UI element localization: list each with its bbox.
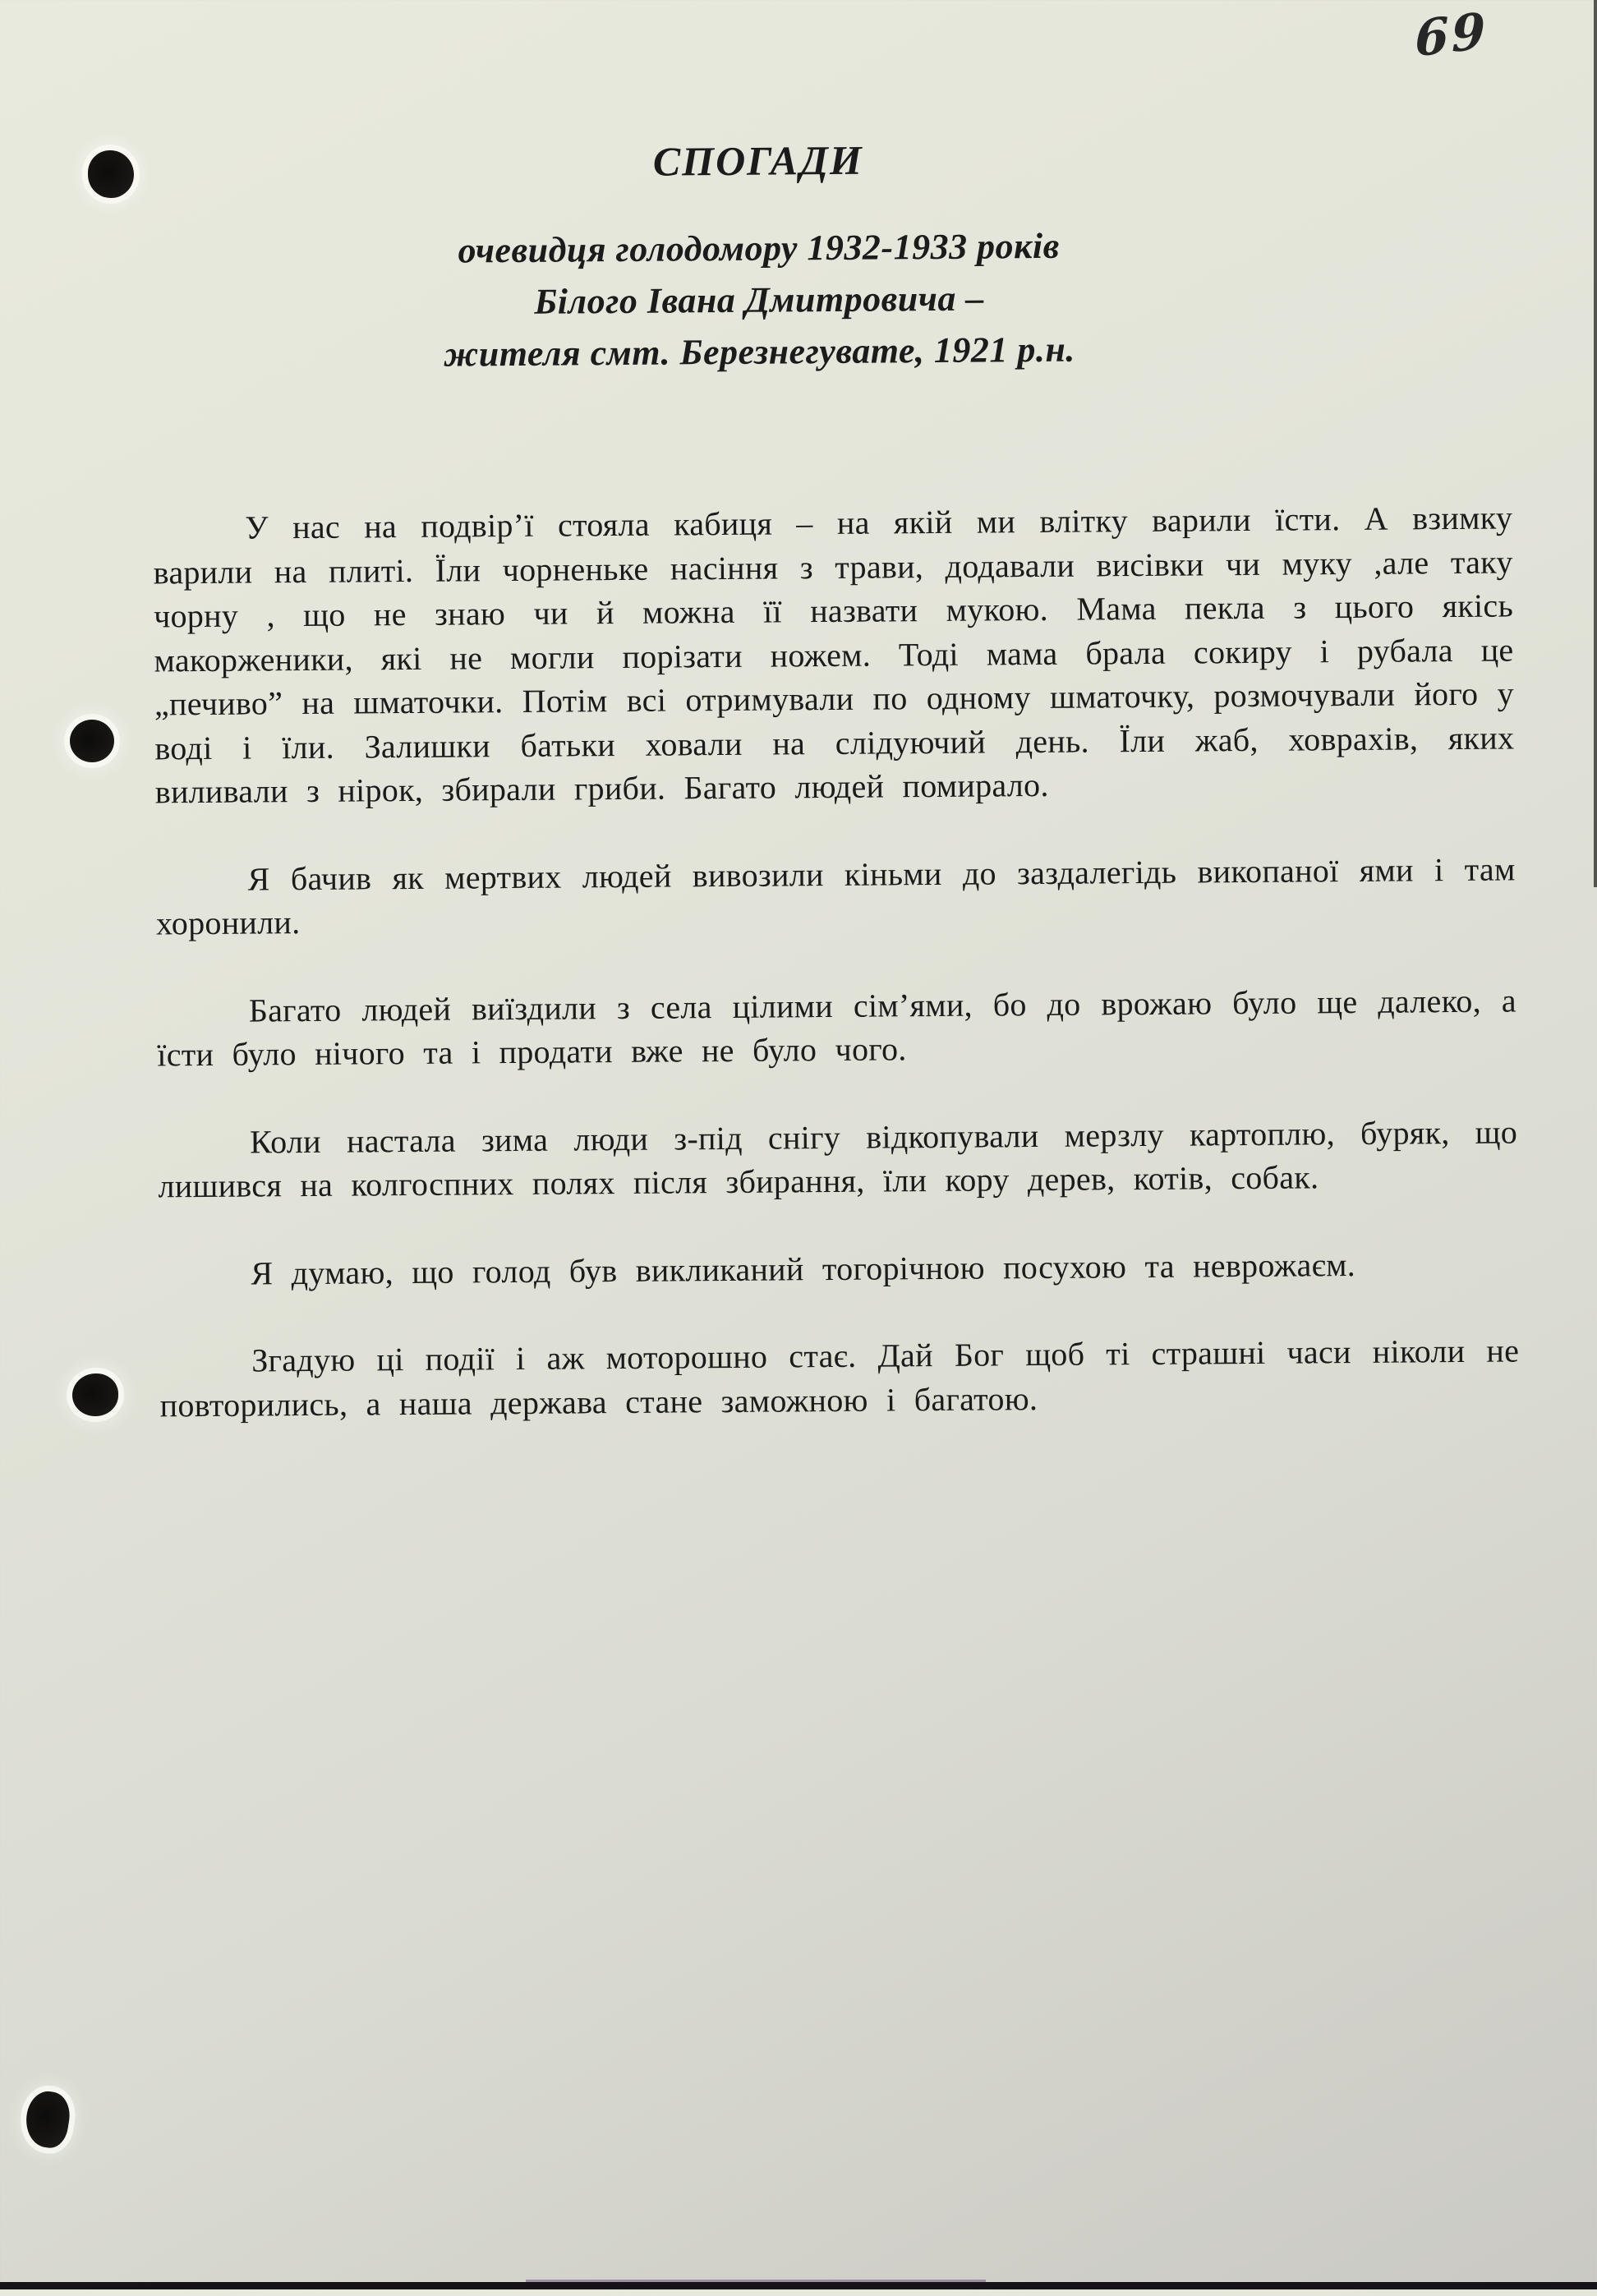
handwritten-page-number: 69 xyxy=(1414,2,1489,69)
scan-edge-bottom xyxy=(0,2282,1597,2289)
paragraph-winter: Коли настала зима люди з-під снігу відкопували мерзлу картоплю, буряк, що лишився на колгоспних полях після збирання, їли кору дерев, котів, собак. xyxy=(158,1112,1518,1205)
subtitle-line-name: Білого Івана Дмитровича – xyxy=(534,278,985,322)
document-heading xyxy=(117,132,1401,383)
hole-punch xyxy=(88,150,134,198)
paragraph-burials: Я бачив як мертвих людей вивозили кіньми до заздалегідь викопаної ями і там хоронили. xyxy=(155,849,1516,942)
paragraph-leaving-village: Багато людей виїздили з села цілими сім’ями, бо до врожаю було ще далеко, а їсти було нічого та і продати вже не було чого. xyxy=(157,981,1517,1074)
paragraph-closing: Згадую ці події і аж моторошно стає. Дай Бог щоб ті страшні часи ніколи не повторились, а наша держава стане заможною і багатою. xyxy=(159,1332,1520,1424)
document-title: СПОГАДИ xyxy=(652,136,863,185)
document-subtitle xyxy=(117,218,1400,383)
memoir-text xyxy=(153,495,1520,1470)
paragraph-cause: Я думаю, що голод був викликаний тогорічною посухою та неврожаєм. xyxy=(251,1245,1356,1292)
hole-punch xyxy=(70,720,114,762)
subtitle-line-residence: жителя смт. Березнегувате, 1921 р.н. xyxy=(444,329,1075,375)
paragraph-kabytsia: У нас на подвір’ї стояла кабиця – на якій ми влітку варили їсти. А взимку варили на плиті. Їли чорненьке насіння з трави, додавали висівки чи муку ,але таку чорну , що не знаю чи й можна її назвати мукою. Мама пекла з цього якісь макорженики, які не могли порізати ножем. Тоді мама брала сокиру і рубала це „печиво” на шматочки. Потім всі отримували по одному шматочку, розмочували його у воді і їли. Залишки батьки ховали на слідуючий день. Їли жаб, ховрахів, яких виливали з нірок, збирали гриби. Багато людей помирало. xyxy=(153,499,1515,811)
scan-edge-right xyxy=(1594,0,1597,887)
subtitle-line-witness: очевидця голодомору 1932-1933 років xyxy=(458,225,1060,271)
hole-punch xyxy=(72,1373,118,1416)
